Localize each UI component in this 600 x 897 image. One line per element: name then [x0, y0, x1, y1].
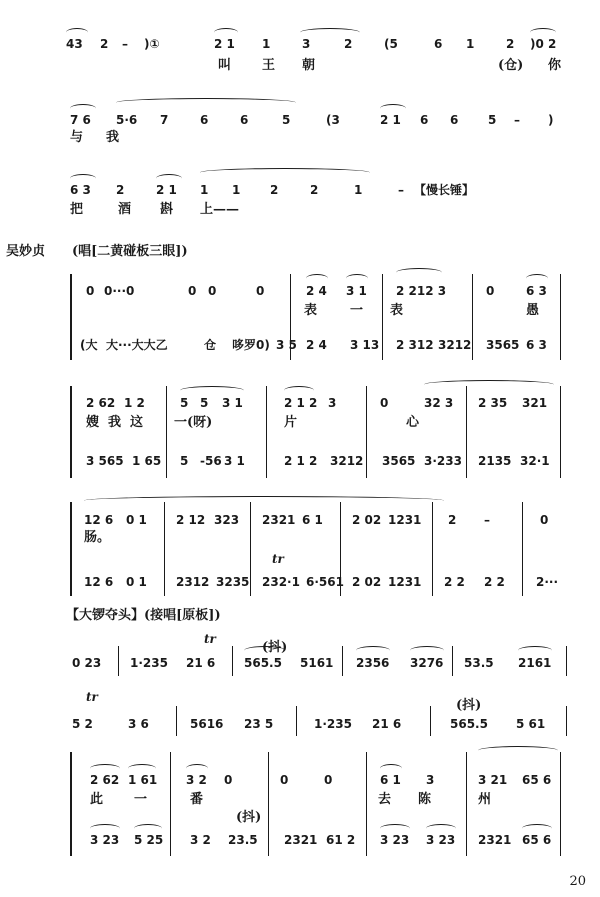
note-group: -56 [200, 454, 222, 468]
note-group: 65 6 [522, 773, 552, 787]
note-group: 1·235 [314, 717, 352, 731]
lyric-char: 我 [106, 130, 120, 145]
note-group: 3 13 [350, 338, 380, 352]
note-group: 5·6 [116, 113, 138, 127]
note-group: 32·1 [520, 454, 550, 468]
note-group: 3212 [438, 338, 472, 352]
note-group: – [514, 113, 520, 127]
note-group: 232·1 [262, 575, 300, 589]
note-group: 5 [180, 396, 189, 410]
note-group: 0 [208, 284, 217, 298]
role-name: 吴妙贞 [6, 244, 46, 259]
lyric-char: 与 [70, 130, 84, 145]
section-header: 【大锣夺头】(接唱[原板]) [66, 608, 221, 623]
slur [200, 168, 370, 177]
note-group: 0 23 [72, 656, 102, 670]
slur [396, 268, 442, 277]
note-group: 323 [214, 513, 240, 527]
note-group: 5616 [190, 717, 224, 731]
note-group: 0 1 [126, 575, 147, 589]
notation-line [0, 653, 600, 673]
lyric-char: 酒 [118, 202, 132, 217]
note-group: 23.5 [228, 833, 258, 847]
note-group: 2 4 [306, 284, 327, 298]
note-group: 7 6 [70, 113, 91, 127]
lyric-char: 一 [134, 792, 148, 807]
note-group: 2321 [478, 833, 512, 847]
note-group: 1231 [388, 575, 422, 589]
lyric-char: 表 [304, 303, 318, 318]
note-group: 6 3 [526, 284, 547, 298]
note-group: 2 12 [176, 513, 206, 527]
note-group: 0 [540, 513, 549, 527]
note-group: 3 23 [426, 833, 456, 847]
note-group: 3 21 [478, 773, 508, 787]
note-group: 1 [466, 37, 475, 51]
note-group: 321 [522, 396, 548, 410]
note-group: 1 [200, 183, 209, 197]
note-group: 2 1 2 [284, 396, 318, 410]
note-group: 0 [486, 284, 495, 298]
note-group: 1 [232, 183, 241, 197]
lyric-char: 此 [90, 792, 104, 807]
note-group: 1231 [388, 513, 422, 527]
note-group: 12 6 [84, 575, 114, 589]
lyric-line [0, 528, 600, 548]
note-group: 6 [240, 113, 249, 127]
note-group: 2 1 [380, 113, 401, 127]
lyric-char: 去 [378, 792, 392, 807]
note-group: 3 2 [186, 773, 207, 787]
note-group: 43 [66, 37, 83, 51]
lyric-line [0, 413, 600, 433]
note-group: (5 [384, 37, 398, 51]
trill-mark: tr [204, 632, 216, 646]
note-group: 2 4 [306, 338, 327, 352]
note-group: 3212 [330, 454, 364, 468]
note-group: 21 6 [372, 717, 402, 731]
note-group: 5 [488, 113, 497, 127]
notation-line [0, 34, 600, 54]
trill-mark: tr [86, 690, 98, 704]
note-group: 3 1 [224, 454, 245, 468]
lyric-char: 把 [70, 202, 84, 217]
note-group: 3 23 [90, 833, 120, 847]
note-group: 2 02 [352, 513, 382, 527]
note-group: 2 2 [484, 575, 505, 589]
note-group: )0 2 [530, 37, 557, 51]
note-group: 5161 [300, 656, 334, 670]
lyric-char: 王 [262, 58, 276, 73]
note-group: 21 6 [186, 656, 216, 670]
notation-line [0, 714, 600, 734]
note-group: 2 212 3 [396, 284, 447, 298]
note-group: 2 62 [86, 396, 116, 410]
note-group: 2 [448, 513, 457, 527]
note-group: 3·233 [424, 454, 462, 468]
slur [84, 496, 444, 505]
note-group: 3 [328, 396, 337, 410]
note-group: 2 1 [214, 37, 235, 51]
note-group: 5 [180, 454, 189, 468]
notation-line [0, 510, 600, 530]
lyric-char: (仓) [498, 58, 524, 73]
note-group: 2 312 [396, 338, 434, 352]
note-group: 5 [282, 113, 291, 127]
note-group: 1 [354, 183, 363, 197]
note-group: – [398, 183, 404, 197]
note-group: 23 5 [244, 717, 274, 731]
note-group: – [484, 513, 490, 527]
lyric-char: 斟 [160, 202, 174, 217]
lyric-line [0, 200, 600, 220]
note-group: 3 23 [380, 833, 410, 847]
note-group: 6 1 [302, 513, 323, 527]
note-group: 2 02 [352, 575, 382, 589]
note-group: 2312 [176, 575, 210, 589]
note-group: 65 6 [522, 833, 552, 847]
note-group: (3 [326, 113, 340, 127]
note-group: 3565 [486, 338, 520, 352]
note-group: 2 35 [478, 396, 508, 410]
note-group: 1 61 [128, 773, 158, 787]
note-group: 3565 [382, 454, 416, 468]
notation-line [0, 110, 600, 130]
note-group: 3 [426, 773, 435, 787]
note-group: 6 3 [526, 338, 547, 352]
note-group: )① [144, 37, 160, 51]
note-group: 2161 [518, 656, 552, 670]
note-group: 565.5 [244, 656, 282, 670]
note-group: 5 [200, 396, 209, 410]
lyric-char: 片 [284, 415, 298, 430]
note-group: 2 2 [444, 575, 465, 589]
lyric-char: 心 [406, 415, 420, 430]
lyric-line [0, 301, 600, 321]
note-group: 2 [270, 183, 279, 197]
note-group: 3 565 [86, 454, 124, 468]
note-group: 2356 [356, 656, 390, 670]
note-group: 3 5 [276, 338, 297, 352]
note-group: 5 61 [516, 717, 546, 731]
dou-mark: (抖) [262, 640, 288, 655]
singing-direction: (唱[二黄碰板三眼]) [72, 244, 188, 259]
notation-line [0, 393, 600, 413]
lyric-char: 这 [130, 415, 144, 430]
note-group: 6 1 [380, 773, 401, 787]
notation-line [0, 572, 600, 592]
slur [478, 746, 558, 755]
note-group: 1 2 [124, 396, 145, 410]
note-group: 6·561 [306, 575, 344, 589]
note-group: 2321 [262, 513, 296, 527]
note-group: 32 3 [424, 396, 454, 410]
note-group: 5 25 [134, 833, 164, 847]
note-group: 2 [310, 183, 319, 197]
lyric-char: 一 [350, 303, 364, 318]
page-number: 20 [569, 874, 586, 889]
note-group: 0 [188, 284, 197, 298]
note-group: 大···大大乙 [106, 338, 168, 352]
slur [424, 380, 554, 389]
lyric-line [0, 128, 600, 148]
trill-mark: tr [272, 552, 284, 566]
note-group: 2321 [284, 833, 318, 847]
note-group: 3 1 [222, 396, 243, 410]
note-group: 哆罗0) [232, 338, 270, 352]
dou-mark: (抖) [456, 698, 482, 713]
lyric-char: 叫 [218, 58, 232, 73]
note-group: 0 [380, 396, 389, 410]
note-group: ) [548, 113, 554, 127]
notation-line [0, 335, 600, 355]
note-group: 3 2 [190, 833, 211, 847]
note-group: 1 65 [132, 454, 162, 468]
note-group: 0 1 [126, 513, 147, 527]
notation-line [0, 770, 600, 790]
lyric-char: 一(呀) [174, 415, 213, 430]
note-group: 2135 [478, 454, 512, 468]
lyric-char: 愚 [526, 303, 540, 318]
lyric-char: 表 [390, 303, 404, 318]
note-group: 5 2 [72, 717, 93, 731]
notation-line [0, 830, 600, 850]
note-group: 0···0 [104, 284, 135, 298]
note-group: 6 [200, 113, 209, 127]
note-group: 3 [302, 37, 311, 51]
note-group: (大 [80, 338, 98, 352]
dou-mark: (抖) [236, 810, 262, 825]
note-group: 565.5 [450, 717, 488, 731]
note-group: 【慢长锤】 [414, 183, 475, 197]
note-group: 3 1 [346, 284, 367, 298]
slur [116, 98, 296, 107]
note-group: 0 [324, 773, 333, 787]
note-group: 53.5 [464, 656, 494, 670]
lyric-char: 嫂 [86, 415, 100, 430]
lyric-char: 番 [190, 792, 204, 807]
lyric-char: 我 [108, 415, 122, 430]
note-group: 7 [160, 113, 169, 127]
note-group: 2 [100, 37, 109, 51]
note-group: 2··· [536, 575, 559, 589]
lyric-char: 你 [548, 58, 562, 73]
note-group: 6 [420, 113, 429, 127]
note-group: 1·235 [130, 656, 168, 670]
note-group: 2 62 [90, 773, 120, 787]
note-group: 0 [256, 284, 265, 298]
note-group: 6 [450, 113, 459, 127]
note-group: 3235 [216, 575, 250, 589]
lyric-line [0, 790, 600, 810]
note-group: 6 [434, 37, 443, 51]
note-group: 0 [86, 284, 95, 298]
note-group: 2 1 [156, 183, 177, 197]
note-group: 2 [116, 183, 125, 197]
notation-line [0, 180, 600, 200]
lyric-char: 州 [478, 792, 492, 807]
lyric-line [0, 56, 600, 76]
note-group: 0 [280, 773, 289, 787]
notation-line [0, 281, 600, 301]
lyric-char: 陈 [418, 792, 432, 807]
lyric-char: 上—— [200, 202, 240, 217]
notation-line [0, 451, 600, 471]
lyric-char: 肠。 [84, 530, 111, 545]
note-group: 1 [262, 37, 271, 51]
lyric-char: 朝 [302, 58, 316, 73]
note-group: 2 [506, 37, 515, 51]
note-group: 2 1 2 [284, 454, 318, 468]
note-group: 0 [224, 773, 233, 787]
note-group: 3276 [410, 656, 444, 670]
note-group: 3 6 [128, 717, 149, 731]
note-group: 2 [344, 37, 353, 51]
note-group: 61 2 [326, 833, 356, 847]
note-group: – [122, 37, 128, 51]
note-group: 仓 [204, 338, 217, 352]
note-group: 6 3 [70, 183, 91, 197]
note-group: 12 6 [84, 513, 114, 527]
